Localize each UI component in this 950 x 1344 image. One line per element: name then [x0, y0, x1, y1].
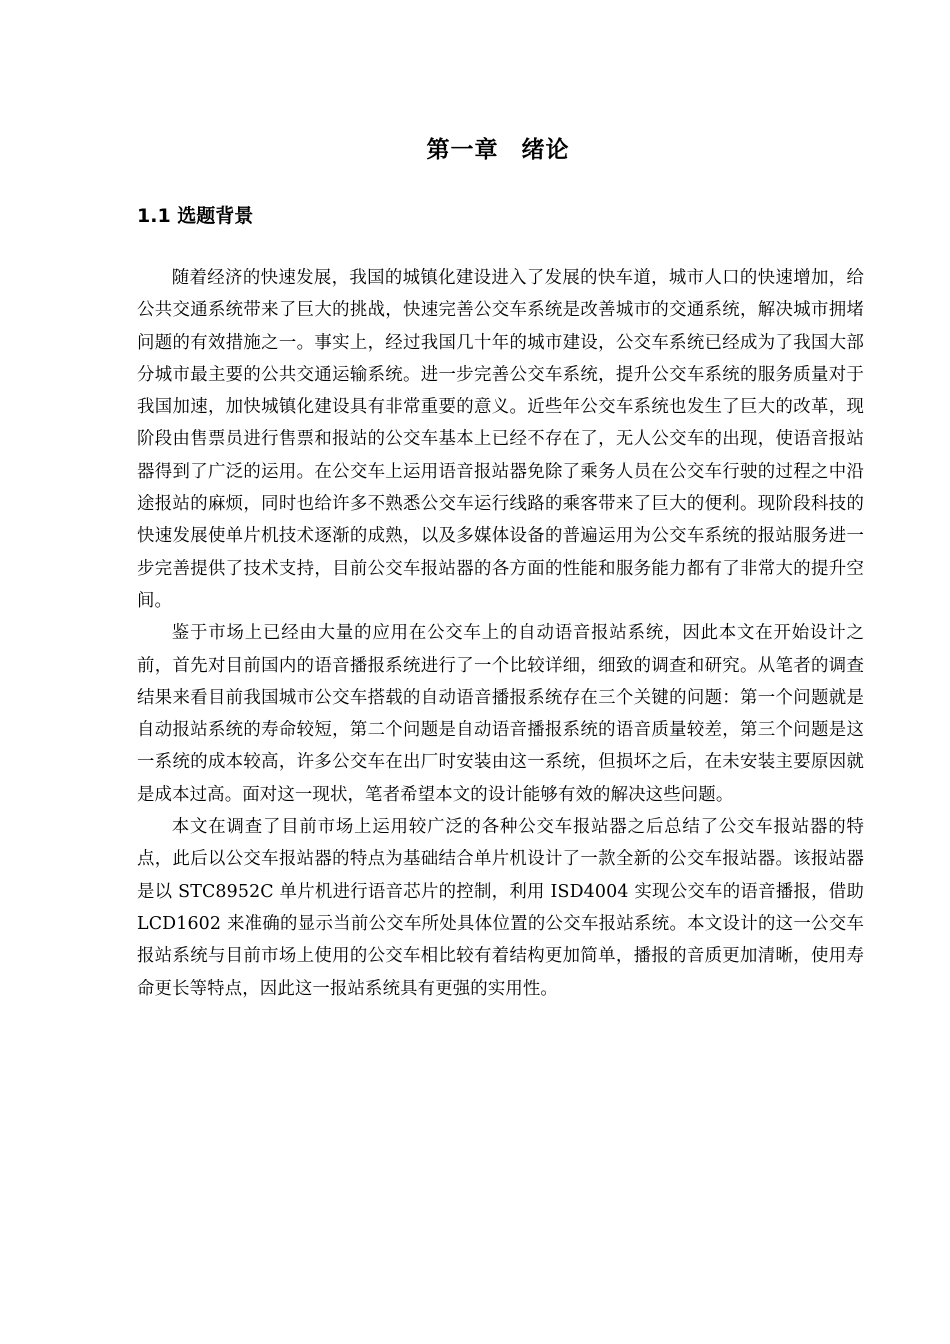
paragraph: 本文在调查了目前市场上运用较广泛的各种公交车报站器之后总结了公交车报站器的特点，此后以公交车报站器的特点为基础结合单片机设计了一款全新的公交车报站器。该报站器是以 STC8952C 单片机进行语音芯片的控制，利用 ISD4004 实现公交车的语音播报，借助 LCD1602 来准确的显示当前公交车所处具体位置的公交车报站系统。本文设计的这一公交车报站系统与目前市场上使用的公交车相比较有着结构更加简单，播报的音质更加清晰，使用寿命更长等特点，因此这一报站系统具有更强的实用性。 [137, 817, 864, 999]
body-text [137, 262, 864, 1005]
section-title: 1.1 选题背景 [137, 205, 254, 227]
paragraph: 随着经济的快速发展，我国的城镇化建设进入了发展的快车道，城市人口的快速增加，给公共交通系统带来了巨大的挑战，快速完善公交车系统是改善城市的交通系统，解决城市拥堵问题的有效措施之一。事实上，经过我国几十年的城市建设，公交车系统已经成为了我国大部分城市最主要的公共交通运输系统。进一步完善公交车系统，提升公交车系统的服务质量对于我国加速，加快城镇化建设具有非常重要的意义。近些年公交车系统也发生了巨大的改革，现阶段由售票员进行售票和报站的公交车基本上已经不存在了，无人公交车的出现，使语音报站器得到了广泛的运用。在公交车上运用语音报站器免除了乘务人员在公交车行驶的过程之中沿途报站的麻烦，同时也给许多不熟悉公交车运行线路的乘客带来了巨大的便利。现阶段科技的快速发展使单片机技术逐渐的成熟，以及多媒体设备的普遍运用为公交车系统的报站服务进一步完善提供了技术支持，目前公交车报站器的各方面的性能和服务能力都有了非常大的提升空间。 [137, 268, 864, 611]
chapter-title: 第一章 绪论 [426, 137, 570, 163]
paragraph: 鉴于市场上已经由大量的应用在公交车上的自动语音报站系统，因此本文在开始设计之前，首先对目前国内的语音播报系统进行了一个比较详细，细致的调查和研究。从笔者的调查结果来看目前我国城市公交车搭载的自动语音播报系统存在三个关键的问题：第一个问题就是自动报站系统的寿命较短，第二个问题是自动语音播报系统的语音质量较差，第三个问题是这一系统的成本较高，许多公交车在出厂时安装由这一系统，但损坏之后，在未安装主要原因就是成本过高。面对这一现状，笔者希望本文的设计能够有效的解决这些问题。 [137, 623, 864, 805]
